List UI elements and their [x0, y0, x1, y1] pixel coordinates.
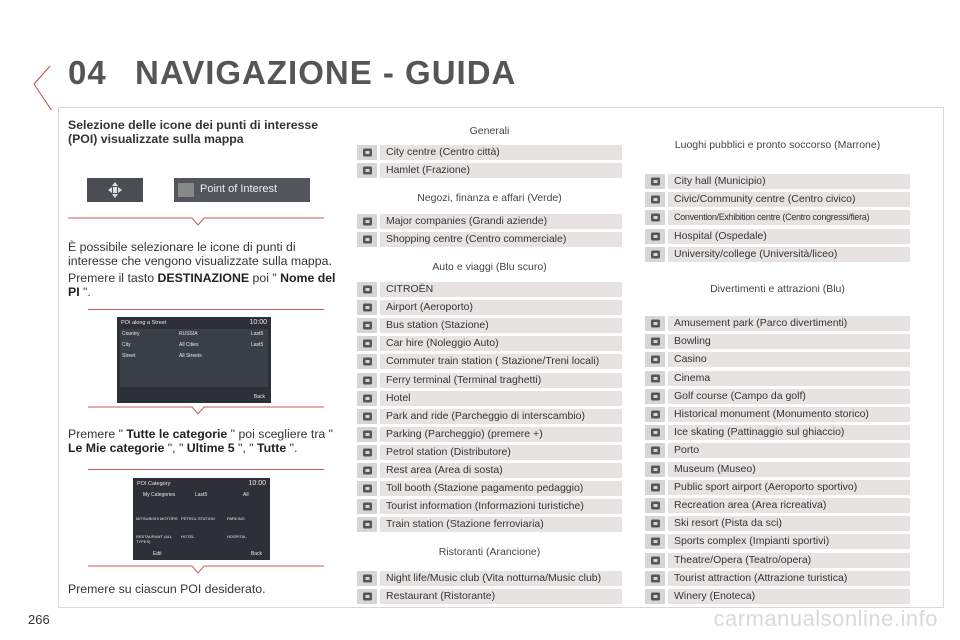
poi-category-label: City centre (Centro città)	[380, 145, 622, 160]
shot3-tab: All	[243, 492, 249, 498]
poi-category-label: Civic/Community centre (Centro civico)	[668, 192, 910, 207]
shot3-cell: PARKING	[227, 516, 245, 521]
monument-icon	[645, 407, 665, 422]
poi-category-label: Public sport airport (Aeroporto sportivo)	[668, 480, 910, 495]
poi-category-label: Bus station (Stazione)	[380, 318, 622, 333]
poi-category-label: Tourist attraction (Attrazione turistica)	[668, 571, 910, 586]
poi-category-label: Hotel	[380, 391, 622, 406]
shot2-row-value: All Streets	[179, 353, 202, 359]
paragraph-3: Premere " Tutte le categorie " poi scegliere tra " Le Mie categorie ", " Ultime 5 ", " Tutte ".	[68, 427, 334, 455]
shot2-row-label: Country	[122, 331, 140, 337]
chapter-title: NAVIGAZIONE - GUIDA	[135, 54, 517, 91]
section-heading: Auto e viaggi (Blu scuro)	[432, 261, 547, 273]
poi-category-label: Cinema	[668, 371, 910, 386]
poi-category-label: CITROËN	[380, 282, 622, 297]
poi-category-label: Parking (Parcheggio) (premere +)	[380, 427, 622, 442]
poi-category-label: Casino	[668, 352, 910, 367]
hospital-icon	[645, 229, 665, 244]
convention-icon	[645, 210, 665, 225]
restaurant-icon	[357, 589, 377, 604]
shot3-time: 10:00	[248, 480, 266, 487]
paragraph-4: Premere su ciascun POI desiderato.	[68, 582, 266, 596]
shot2-row-action: Last5	[251, 331, 264, 337]
poi-category-label: Restaurant (Ristorante)	[380, 589, 622, 604]
poi-category-label: Museum (Museo)	[668, 462, 910, 477]
companies-icon	[357, 214, 377, 229]
shot2-row-action: Last5	[251, 342, 264, 348]
shot2-row-label: Street	[122, 353, 136, 359]
shot3-cell: PETROL STATION	[181, 516, 215, 521]
sport-airport-icon	[645, 480, 665, 495]
divider-3	[88, 405, 324, 423]
golf-icon	[645, 389, 665, 404]
shot3-cell: HOTEL	[181, 534, 195, 539]
poi-category-label: Hospital (Ospedale)	[668, 229, 910, 244]
section-heading: Negozi, finanza e affari (Verde)	[417, 192, 562, 204]
poi-category-label: Ice skating (Pattinaggio sul ghiaccio)	[668, 425, 910, 440]
poi-category-label: City hall (Municipio)	[668, 174, 910, 189]
poi-category-label: Train station (Stazione ferroviaria)	[380, 517, 622, 532]
shot2-title: POI along a Street	[121, 320, 167, 326]
shot3-cell: MITSUBISHI MOTORS	[136, 516, 178, 521]
poi-button-shot	[174, 178, 310, 202]
poi-category-label: Theatre/Opera (Teatro/opera)	[668, 553, 910, 568]
poi-category-label: Commuter train station ( Stazione/Treni locali)	[380, 354, 622, 369]
hotel-icon	[357, 391, 377, 406]
citroen-icon	[357, 282, 377, 297]
shot2-time: 10:00	[249, 319, 267, 326]
shot3-cell: RESTAURANT (ALL TYPES)	[136, 534, 173, 544]
poi-category-label: Airport (Aeroporto)	[380, 300, 622, 315]
poi-category-label: Tourist information (Informazioni turistiche)	[380, 499, 622, 514]
poi-category-label: Toll booth (Stazione pagamento pedaggio)	[380, 481, 622, 496]
header-rule	[0, 40, 960, 110]
museum-icon	[645, 462, 665, 477]
rest-area-icon	[357, 463, 377, 478]
divider-1	[68, 216, 324, 234]
airport-icon	[357, 300, 377, 315]
section-heading: Ristoranti (Arancione)	[438, 546, 541, 558]
cinema-icon	[645, 371, 665, 386]
poi-category-label: Porto	[668, 443, 910, 458]
toll-icon	[357, 481, 377, 496]
hamlet-icon	[357, 163, 377, 178]
shot3-edit-button: Edit	[153, 551, 162, 557]
move-arrows-icon	[87, 178, 143, 202]
ice-skating-icon	[645, 425, 665, 440]
sports-complex-icon	[645, 534, 665, 549]
poi-along-street-shot	[117, 317, 271, 403]
poi-category-label: Ski resort (Pista da sci)	[668, 516, 910, 531]
poi-category-label: Bowling	[668, 334, 910, 349]
watermark: carmanualsonline.info	[713, 606, 938, 631]
recreation-icon	[645, 498, 665, 513]
poi-category-label: Ferry terminal (Terminal traghetti)	[380, 373, 622, 388]
poi-button-label: Point of Interest	[200, 183, 278, 195]
poi-category-label: Convention/Exhibition centre (Centro congressi/fiera)	[668, 210, 910, 225]
section-heading: Luoghi pubblici e pronto soccorso (Marrone)	[674, 139, 881, 151]
poi-category-label: Hamlet (Frazione)	[380, 163, 622, 178]
petrol-icon	[357, 445, 377, 460]
shopping-icon	[357, 232, 377, 247]
paragraph-1: È possibile selezionare le icone di punti di interesse che vengono visualizzate sulla mappa.	[68, 240, 332, 268]
porto-icon	[645, 443, 665, 458]
divider-5	[88, 564, 324, 582]
shot3-tab: My Categories	[143, 492, 176, 498]
chapter-number: 04	[68, 54, 107, 91]
ski-icon	[645, 516, 665, 531]
train-icon	[357, 354, 377, 369]
attraction-icon	[645, 571, 665, 586]
paragraph-2: Premere il tasto DESTINAZIONE poi " Nome del PI ".	[68, 271, 336, 299]
poi-category-label: Recreation area (Area ricreativa)	[668, 498, 910, 513]
car-hire-icon	[357, 336, 377, 351]
shot2-row-value: RUSSIA	[179, 331, 198, 337]
shot2-back-button: Back	[253, 394, 265, 400]
poi-category-label: Major companies (Grandi aziende)	[380, 214, 622, 229]
shot2-row-value: All Cities	[179, 342, 199, 348]
city-centre-icon	[357, 145, 377, 160]
shot2-row-label: City	[122, 342, 131, 348]
civic-centre-icon	[645, 192, 665, 207]
poi-category-label: Night life/Music club (Vita notturna/Music club)	[380, 571, 622, 586]
section-heading: Generali	[469, 125, 510, 137]
poi-category-label: Golf course (Campo da golf)	[668, 389, 910, 404]
winery-icon	[645, 589, 665, 604]
poi-category-label: Amusement park (Parco divertimenti)	[668, 316, 910, 331]
casino-icon	[645, 352, 665, 367]
poi-grid-icon	[178, 183, 194, 197]
shot3-title: POI Category	[137, 481, 171, 487]
university-icon	[645, 247, 665, 262]
theatre-icon	[645, 553, 665, 568]
poi-category-label: Car hire (Noleggio Auto)	[380, 336, 622, 351]
shot3-back-button: Back	[250, 551, 262, 557]
info-icon	[357, 499, 377, 514]
poi-category-shot	[133, 478, 270, 560]
poi-category-label: Historical monument (Monumento storico)	[668, 407, 910, 422]
poi-category-label: Petrol station (Distributore)	[380, 445, 622, 460]
section-heading: Divertimenti e attrazioni (Blu)	[710, 283, 845, 295]
poi-category-label: Sports complex (Impianti sportivi)	[668, 534, 910, 549]
parking-icon	[357, 427, 377, 442]
city-hall-icon	[645, 174, 665, 189]
section-heading: Selezione delle icone dei punti di interesse (POI) visualizzate sulla mappa	[68, 118, 319, 146]
divider-4	[88, 469, 324, 470]
divider-2	[88, 309, 324, 310]
amusement-park-icon	[645, 316, 665, 331]
map-button-shot	[87, 178, 143, 202]
park-ride-icon	[357, 409, 377, 424]
nightlife-icon	[357, 571, 377, 586]
train-station-icon	[357, 517, 377, 532]
page-number: 266	[28, 612, 50, 627]
poi-category-label: Winery (Enoteca)	[668, 589, 910, 604]
ferry-icon	[357, 373, 377, 388]
shot3-tab: Last5	[195, 492, 208, 498]
poi-category-label: Park and ride (Parcheggio di interscambio)	[380, 409, 622, 424]
shot3-cell: HOSPITAL	[227, 534, 247, 539]
poi-category-label: Shopping centre (Centro commerciale)	[380, 232, 622, 247]
poi-category-label: Rest area (Area di sosta)	[380, 463, 622, 478]
poi-category-label: University/college (Università/liceo)	[668, 247, 910, 262]
bus-icon	[357, 318, 377, 333]
bowling-icon	[645, 334, 665, 349]
